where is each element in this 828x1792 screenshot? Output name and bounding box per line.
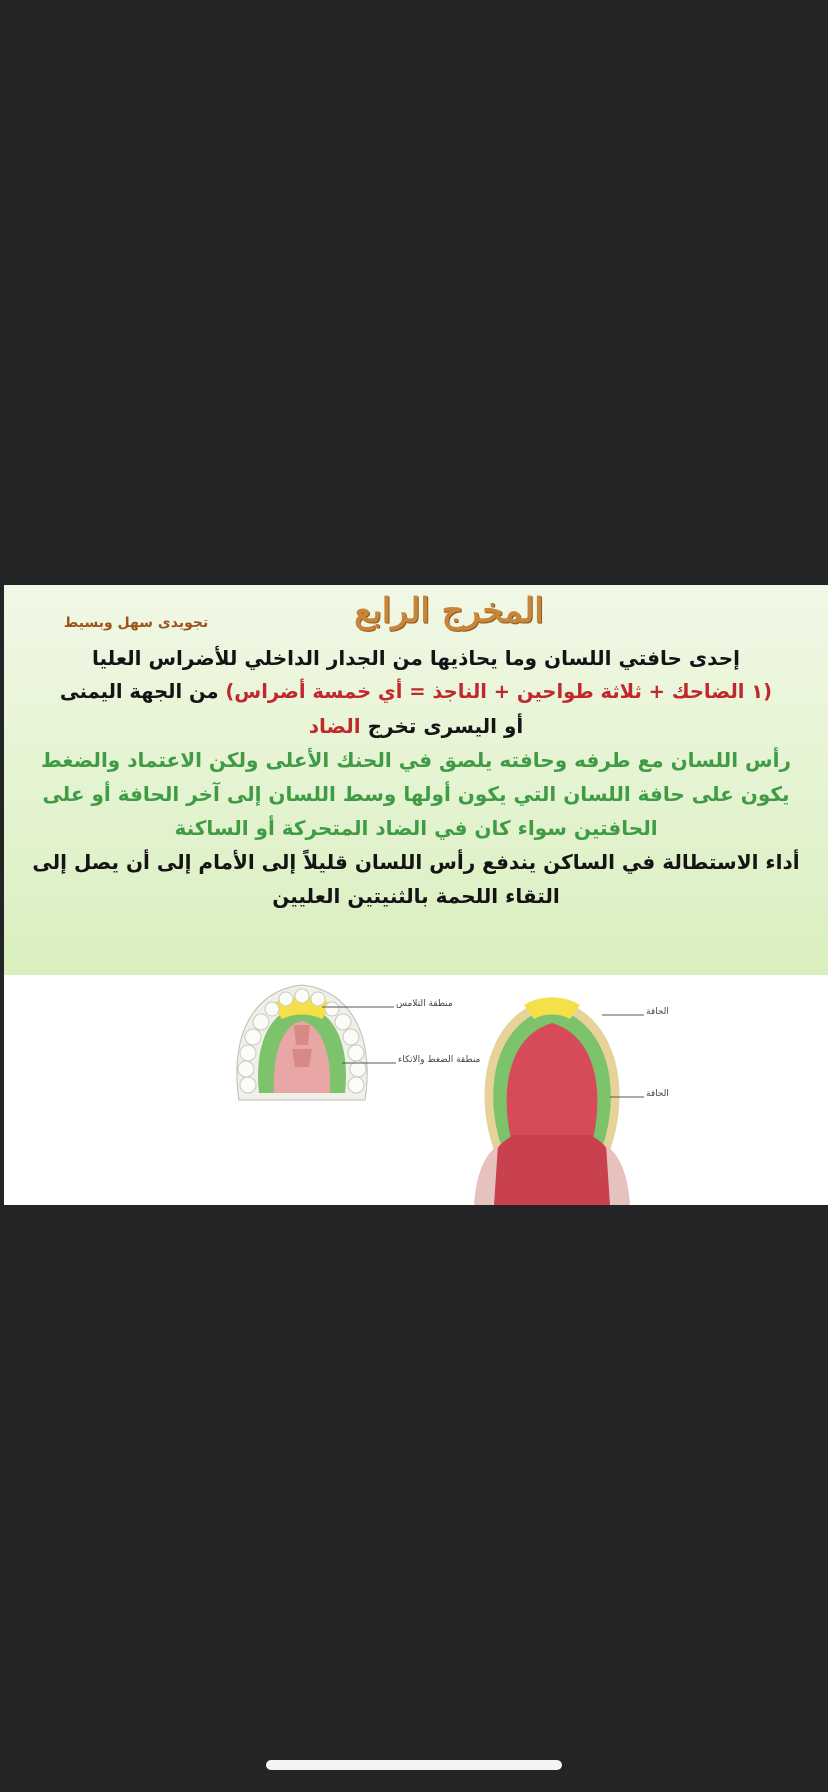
text-line-5: يكون على حافة اللسان التي يكون أولها وسط اللسان إلى آخر الحافة أو على [42, 782, 790, 806]
label-pressure-zone: منطقة الضغط والاتكاء [398, 1055, 481, 1065]
label-edge-bottom: الحافة [646, 1089, 669, 1099]
tongue-illustration [474, 997, 630, 1205]
text-panel [4, 585, 828, 976]
home-indicator[interactable] [266, 1760, 562, 1770]
text-line-7: أداء الاستطالة في الساكن يندفع رأس اللسان قليلاً إلى الأمام إلى أن يصل إلى [32, 850, 800, 874]
text-line-4: رأس اللسان مع طرفه وحافته يلصق في الحنك الأعلى ولكن الاعتماد والضغط [41, 748, 791, 772]
text-line-2-red: (١ الضاحك + ثلاثة طواحين + الناجذ = أي خمسة أضراس) [225, 680, 773, 703]
text-line-2 [12, 677, 820, 707]
text-line-2-black: من الجهة اليمنى [59, 680, 226, 703]
text-line-1: إحدى حافتي اللسان وما يحاذيها من الجدار الداخلي للأضراس العليا [91, 646, 741, 670]
text-line-3 [12, 711, 820, 741]
diagram-area [4, 975, 828, 1205]
text-line-8: التقاء اللحمة بالثنيتين العليين [272, 884, 560, 908]
page-title: المخرج الرابع [354, 591, 544, 631]
text-line-3-black: أو اليسرى تخرج [360, 714, 524, 738]
palate-illustration [237, 985, 367, 1100]
text-line-6: الحافتين سواء كان في الضاد المتحركة أو الساكنة [174, 816, 658, 840]
label-edge-top: الحافة [646, 1007, 669, 1017]
text-line-3-red: الضاد [308, 714, 361, 738]
brand-label: تجويدى سهل وبسيط [63, 615, 209, 631]
label-contact-zone: منطقة التلامس [396, 999, 453, 1009]
document-image[interactable] [4, 585, 828, 1205]
mouth-diagram [4, 975, 828, 1205]
